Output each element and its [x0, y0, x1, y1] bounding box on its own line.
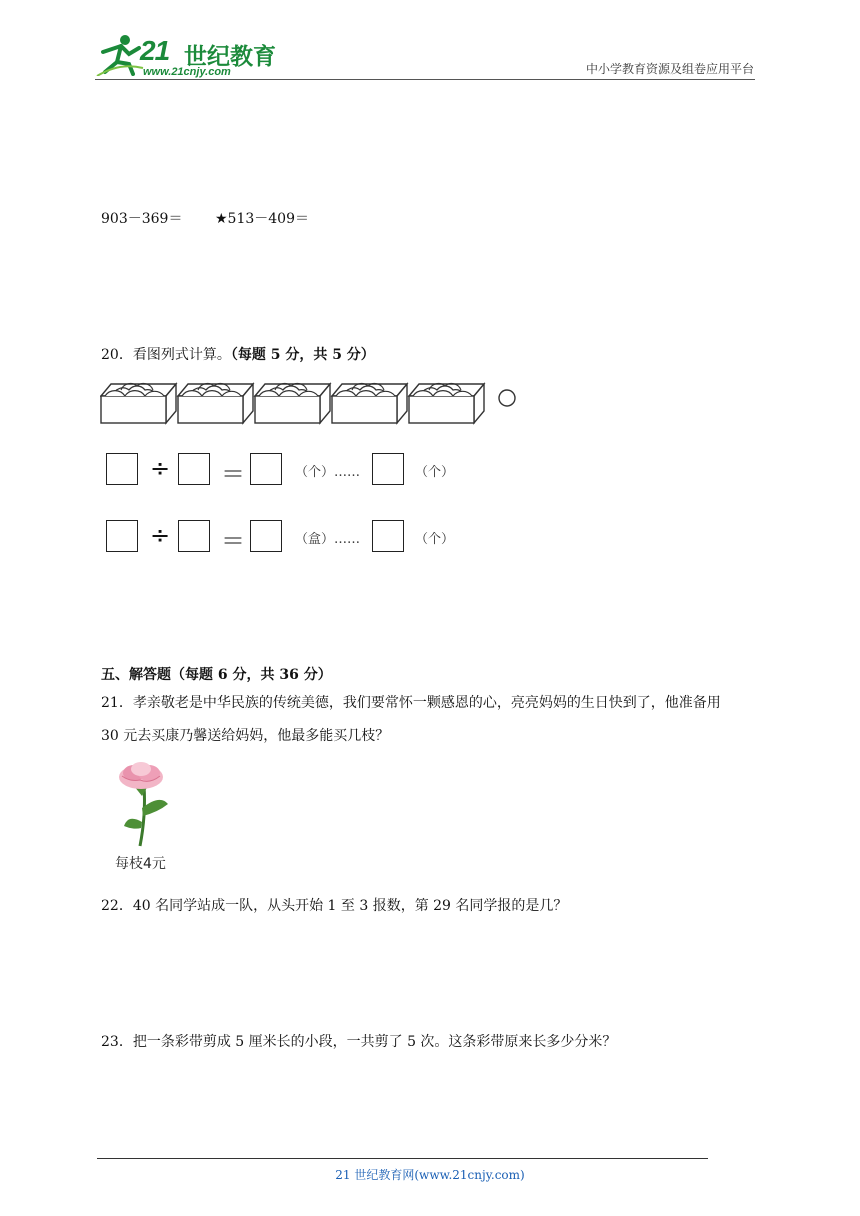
unit-label: （个） [415, 465, 455, 480]
egg-box [255, 383, 330, 423]
logo-text: 世纪教育 [184, 44, 276, 70]
egg-box [409, 383, 484, 423]
unit-label: （个） [415, 532, 455, 547]
q19-expression-1: 903－369＝ [101, 211, 183, 227]
q21-line-2: 30 元去买康乃馨送给妈妈，他最多能买几枝？ [101, 728, 390, 744]
egg-box [101, 383, 176, 423]
answer-box[interactable] [250, 453, 282, 485]
loose-ball [499, 390, 515, 406]
runner-logo-icon [95, 32, 145, 76]
carnation-flower-icon [112, 760, 176, 850]
divide-sign: ÷ [150, 521, 171, 549]
egg-box [332, 383, 407, 423]
unit-label: （个）…… [295, 465, 361, 480]
answer-box[interactable] [178, 520, 210, 552]
q22-text: 22．40 名同学站成一队，从头开始 1 至 3 报数，第 29 名同学报的是几？ [101, 898, 568, 914]
answer-box[interactable] [106, 453, 138, 485]
platform-name: 中小学教育资源及组卷应用平台 [585, 62, 754, 76]
q20-score: （每题 5 分，共 5 分） [230, 347, 375, 363]
egg-boxes-figure [100, 380, 520, 426]
answer-box[interactable] [372, 453, 404, 485]
section-5-title: 五、解答题（每题 6 分，共 36 分） [101, 667, 332, 683]
unit-label: （盒）…… [295, 532, 361, 547]
q20-title: 20．看图列式计算。 [101, 347, 231, 363]
answer-box[interactable] [372, 520, 404, 552]
egg-box [178, 383, 253, 423]
equals-sign: ＝ [221, 460, 245, 488]
q20-heading [101, 344, 375, 364]
price-label: 每枝4元 [115, 856, 166, 872]
q21-line-1: 21．孝亲敬老是中华民族的传统美德，我们要常怀一颗感恩的心，亮亮妈妈的生日快到了，他准备用 [101, 695, 721, 711]
footer-text: 21 世纪教育网(www.21cnjy.com) [335, 1168, 525, 1182]
divide-sign: ÷ [150, 454, 171, 482]
logo-url: www.21cnjy.com [143, 66, 231, 78]
footer-divider [97, 1158, 708, 1159]
q20-figure [100, 380, 520, 430]
q23-text: 23．把一条彩带剪成 5 厘米长的小段，一共剪了 5 次。这条彩带原来长多少分米？ [101, 1034, 617, 1050]
q19-expression-2: ★513－409＝ [215, 211, 309, 227]
answer-box[interactable] [250, 520, 282, 552]
equals-sign: ＝ [221, 527, 245, 555]
header-divider [95, 79, 755, 80]
answer-box[interactable] [106, 520, 138, 552]
logo-number: 21 [140, 35, 170, 66]
answer-box[interactable] [178, 453, 210, 485]
carnation-image [112, 760, 176, 854]
